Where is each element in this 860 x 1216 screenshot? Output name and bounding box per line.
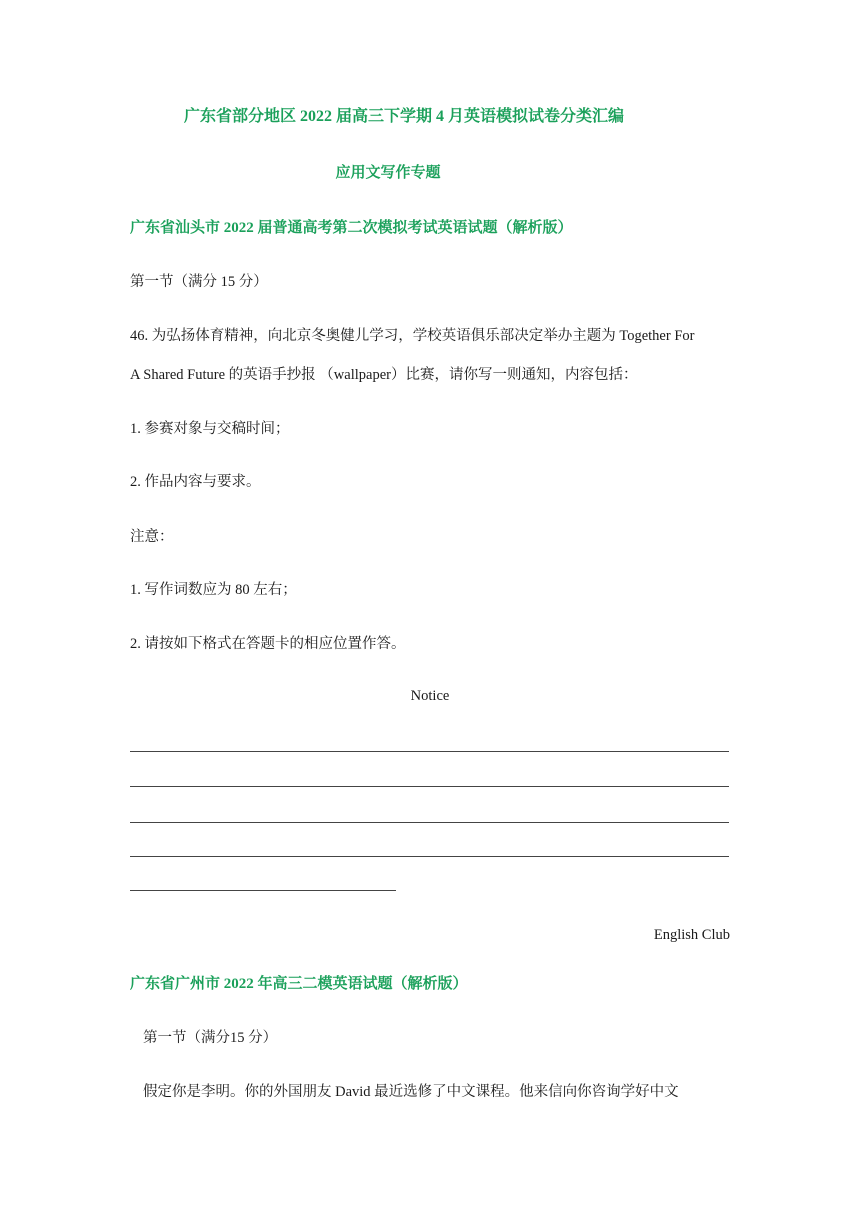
notice-title: Notice — [410, 688, 450, 704]
section1-heading: 广东省汕头市 2022 届普通高考第二次模拟考试英语试题（解析版） — [130, 220, 573, 236]
requirement-item-2: 2. 作品内容与要求。 — [130, 474, 261, 490]
section2-part: 第一节（满分15 分） — [143, 1030, 278, 1046]
note-item-2: 2. 请按如下格式在答题卡的相应位置作答。 — [130, 636, 406, 652]
requirement-item-1: 1. 参赛对象与交稿时间； — [130, 421, 290, 437]
note-item-1: 1. 写作词数应为 80 左右； — [130, 582, 297, 598]
answer-line — [130, 822, 729, 823]
question-line-1: 46. 为弘扬体育精神，向北京冬奥健儿学习，学校英语俱乐部决定举办主题为 Together For — [130, 328, 695, 344]
answer-line — [130, 890, 396, 891]
section2-prompt: 假定你是李明。你的外国朋友 David 最近选修了中文课程。他来信向你咨询学好中文 — [143, 1084, 679, 1100]
answer-line — [130, 751, 729, 752]
section1-part: 第一节（满分 15 分） — [130, 274, 268, 290]
notice-signature: English Club — [653, 927, 730, 943]
section2-heading: 广东省广州市 2022 年高三二模英语试题（解析版） — [130, 976, 468, 992]
question-line-2: A Shared Future 的英语手抄报 （wallpaper）比赛，请你写一则通知，内容包括： — [130, 367, 638, 383]
document-title: 广东省部分地区 2022 届高三下学期 4 月英语模拟试卷分类汇编 — [183, 108, 624, 125]
document-subtitle: 应用文写作专题 — [335, 165, 441, 181]
answer-line — [130, 786, 729, 787]
answer-line — [130, 856, 729, 857]
note-label: 注意： — [130, 529, 174, 545]
